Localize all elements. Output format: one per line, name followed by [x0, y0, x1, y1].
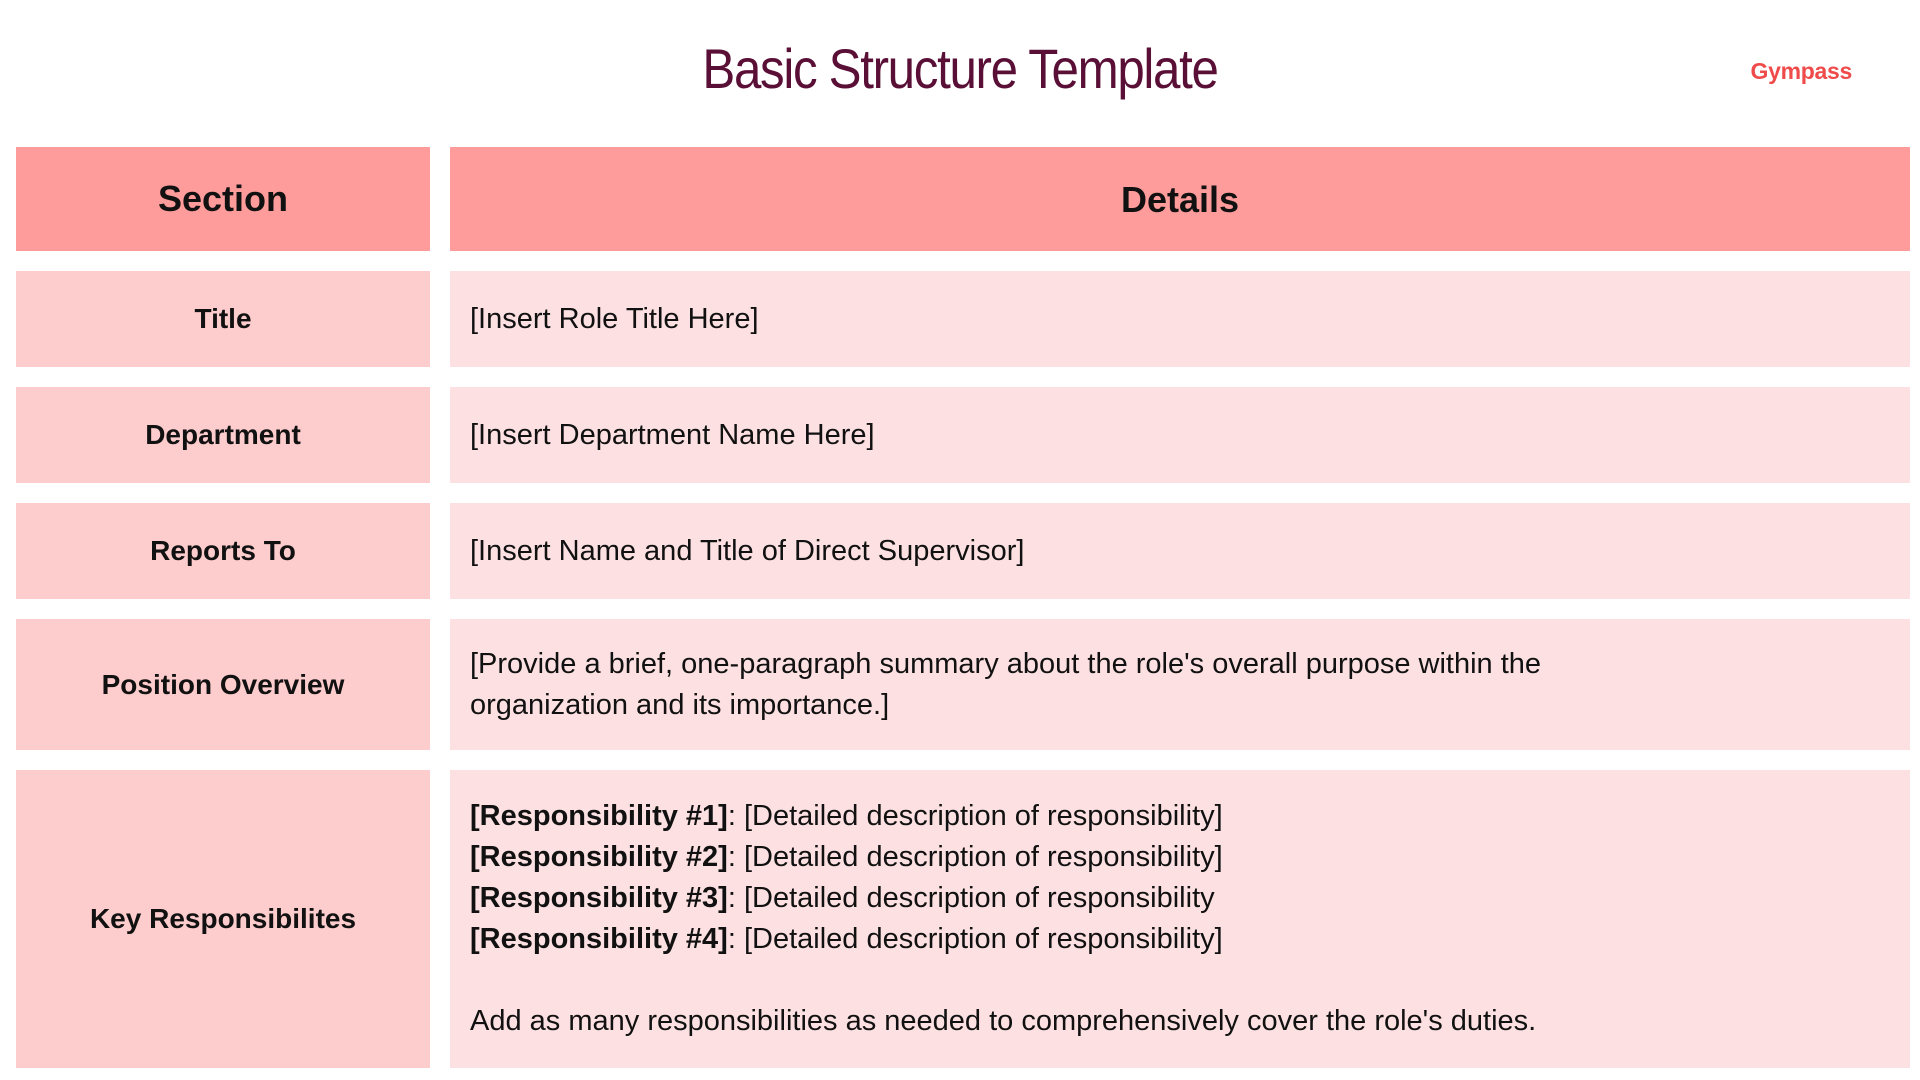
table-row — [16, 271, 1910, 367]
table-row — [16, 619, 1910, 750]
details-text: [Insert Name and Title of Direct Supervisor] — [470, 534, 1025, 567]
details-cell — [450, 770, 1910, 1068]
section-label: Position Overview — [16, 619, 430, 750]
responsibility-note: Add as many responsibilities as needed to comprehensively cover the role's duties. — [470, 1005, 1537, 1037]
responsibility-desc: : [Detailed description of responsibility — [727, 882, 1215, 914]
table-row — [16, 770, 1910, 1068]
section-label: Key Responsibilites — [16, 770, 430, 1068]
responsibility-item — [470, 919, 1890, 960]
details-text: [Insert Department Name Here] — [470, 418, 875, 451]
column-header-details: Details — [450, 147, 1910, 251]
responsibility-key: [Responsibility #1] — [470, 800, 728, 832]
responsibility-item — [470, 837, 1890, 878]
responsibility-key: [Responsibility #3] — [470, 882, 728, 914]
details-text: [Insert Role Title Here] — [470, 302, 759, 335]
table-row — [16, 503, 1910, 599]
details-cell — [450, 271, 1910, 367]
details-cell — [450, 503, 1910, 599]
page-header — [0, 0, 1920, 140]
details-cell — [450, 619, 1910, 750]
table-row — [16, 387, 1910, 483]
brand-logo: Gympass — [1750, 58, 1852, 84]
template-table — [16, 147, 1910, 1068]
responsibility-desc: : [Detailed description of responsibility] — [727, 923, 1223, 955]
responsibility-key: [Responsibility #2] — [470, 841, 728, 873]
section-label: Reports To — [16, 503, 430, 599]
responsibility-desc: : [Detailed description of responsibility] — [727, 800, 1223, 832]
details-cell — [450, 387, 1910, 483]
section-label: Title — [16, 271, 430, 367]
spacer — [470, 960, 1890, 1001]
responsibility-item — [470, 878, 1890, 919]
table-header-row — [16, 147, 1910, 251]
responsibility-key: [Responsibility #4] — [470, 923, 728, 955]
details-text: [Provide a brief, one-paragraph summary about the role's overall purpose within the organization and its importance.] — [470, 647, 1542, 721]
responsibility-item — [470, 796, 1890, 837]
responsibility-desc: : [Detailed description of responsibility] — [727, 841, 1223, 873]
column-header-section: Section — [16, 147, 430, 251]
page-title: Basic Structure Template — [702, 37, 1218, 100]
section-label: Department — [16, 387, 430, 483]
